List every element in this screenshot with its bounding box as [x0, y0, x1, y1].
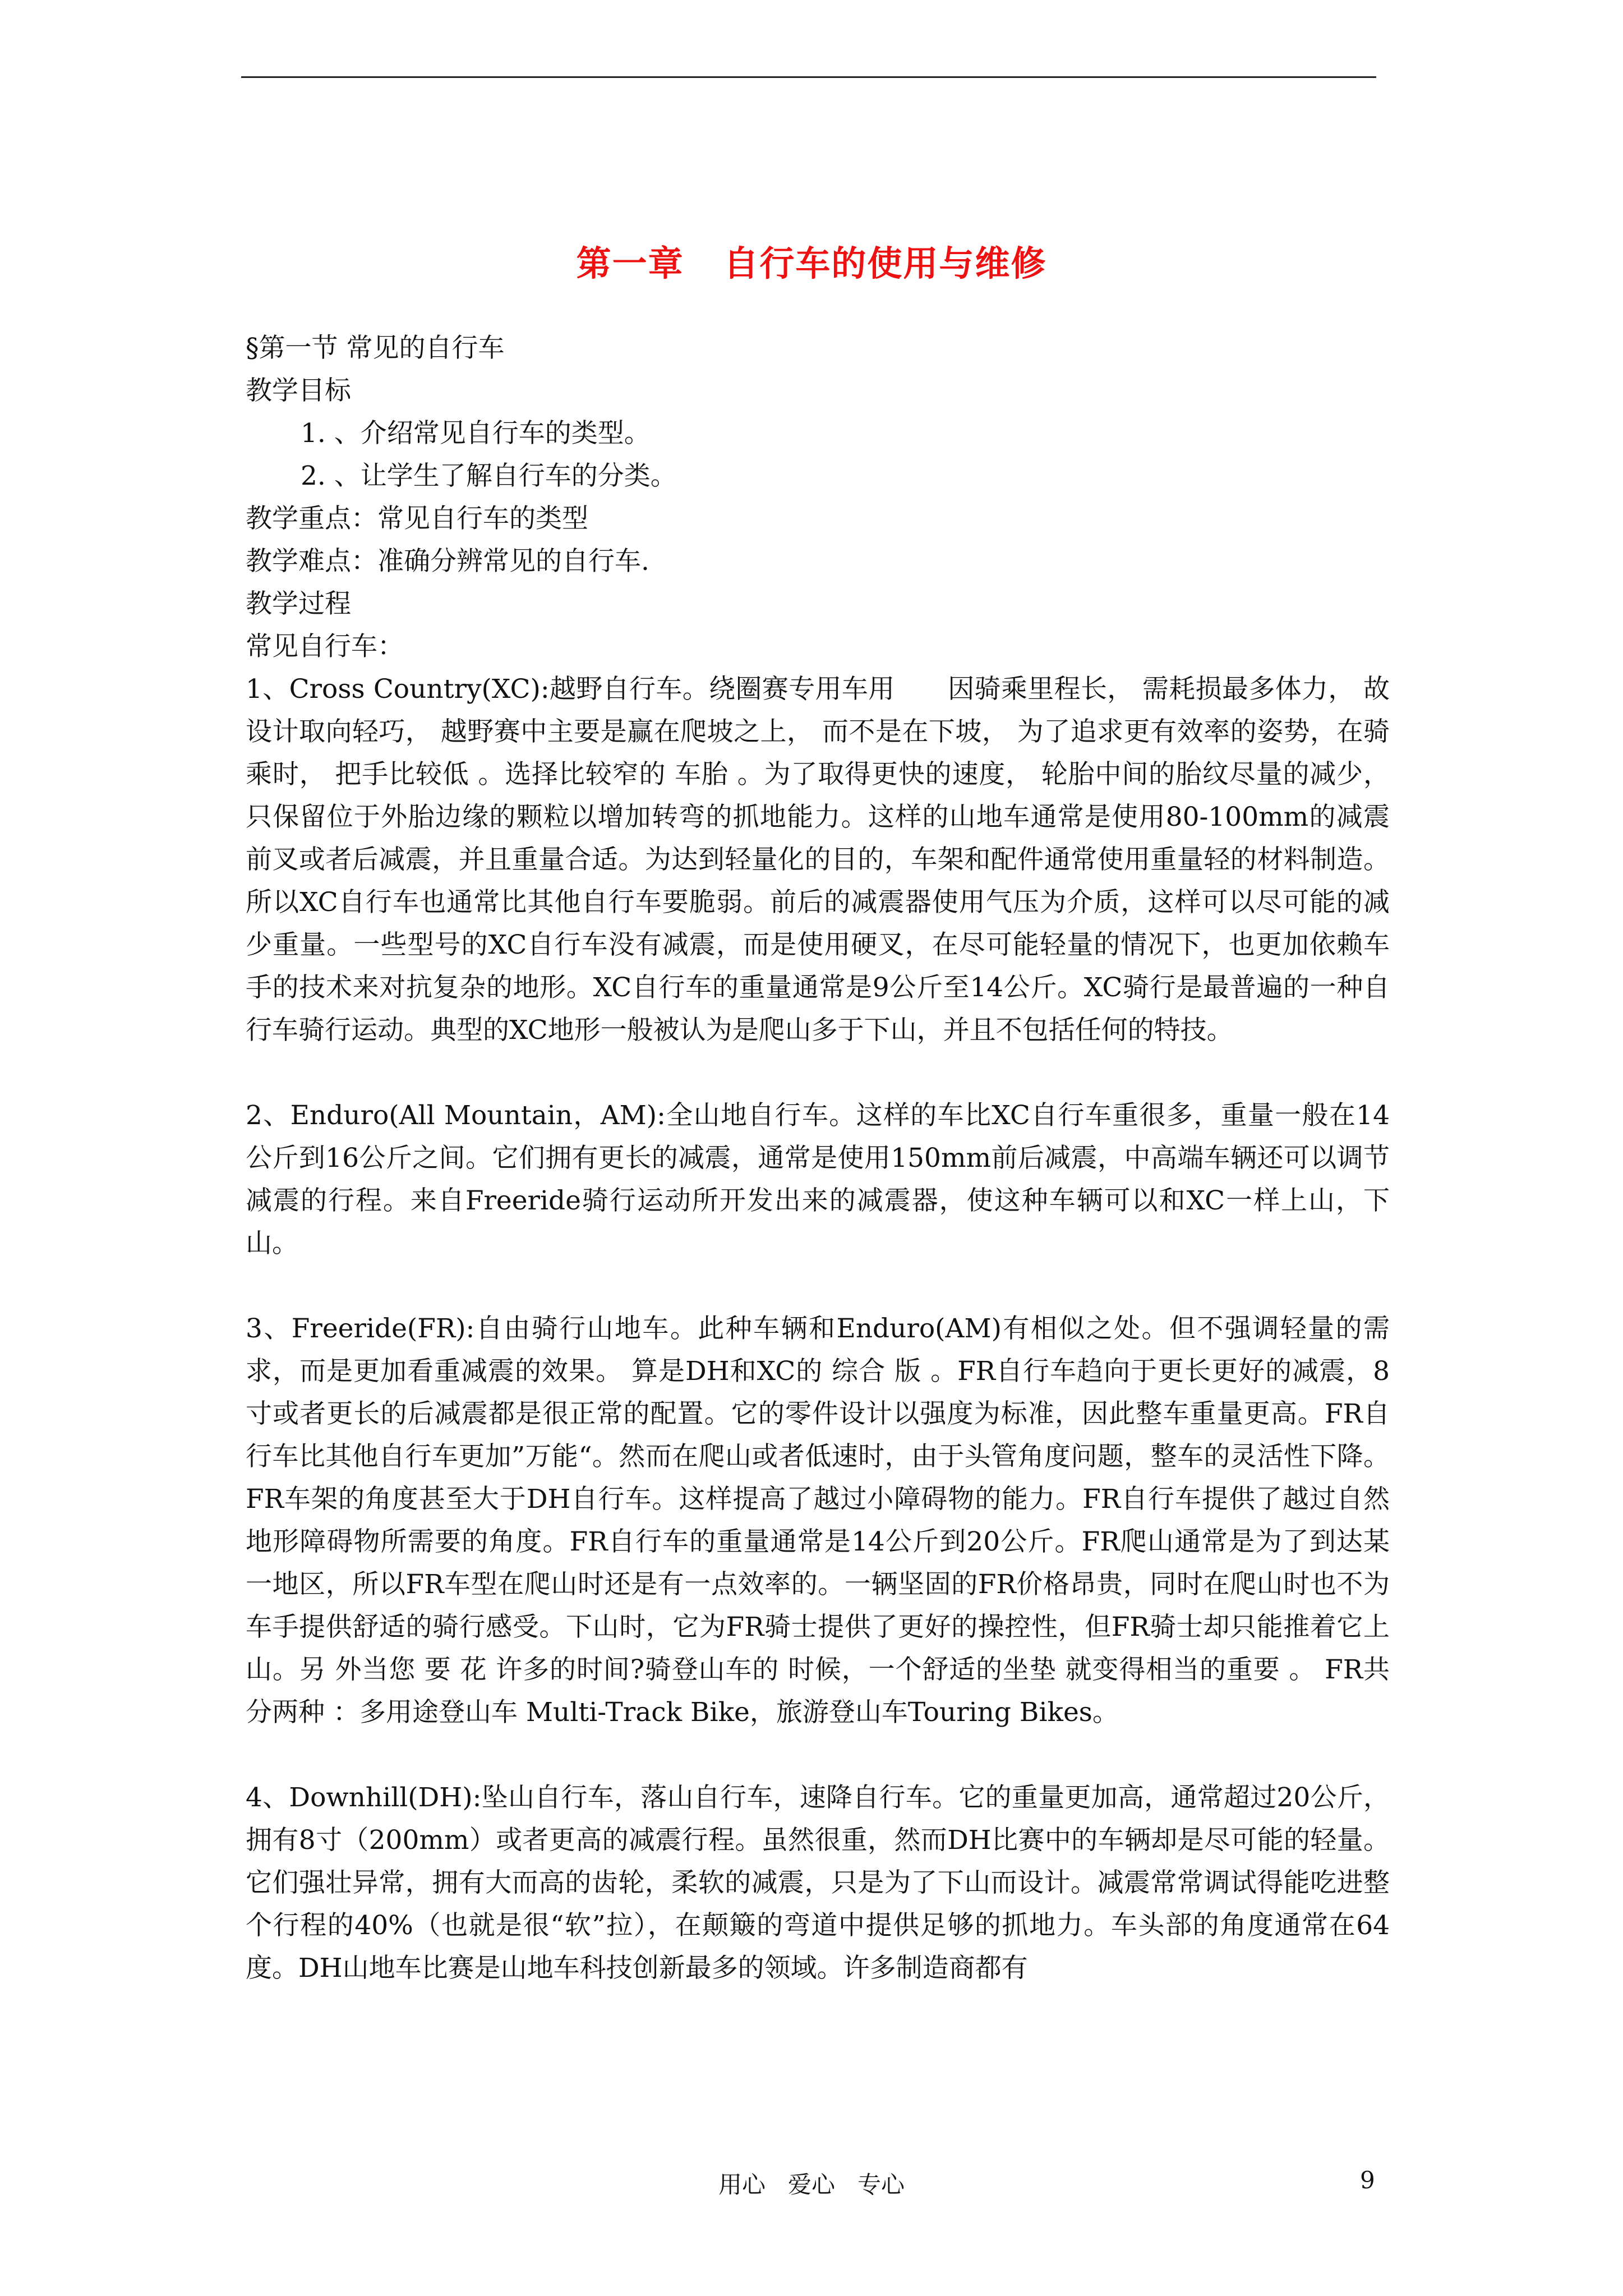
paragraph-cross-country: 1、Cross Country(XC):越野自行车。绕圈赛专用车用 因骑乘里程长， 需耗损最多体力， 故 设计取向轻巧， 越野赛中主要是赢在爬坡之上， 而不是在下坡， 为了追求更有效率的姿势，在骑乘时， 把手比较低 。选择比较窄的 车胎 。为了取得更快的速度， 轮胎中间的胎纹尽量的减少，只保留位于外胎边缘的颗粒以增加转弯的抓地能力。这样的山地车通常是使用80-100mm的减震前叉或者后减震，并且重量合适。为达到轻量化的目的，车架和配件通常使用重量轻的材料制造。所以XC自行车也通常比其他自行车要脆弱。前后的减震器使用气压为介质，这样可以尽可能的减少重量。一些型号的XC自行车没有减震，而是使用硬叉，在尽可能轻量的情况下，也更加依赖车手的技术来对抗复杂的地形。XC自行车的重量通常是9公斤至14公斤。XC骑行是最普遍的一种自行车骑行运动。典型的XC地形一般被认为是爬山多于下山，并且不包括任何的特技。: [246, 674, 1390, 1046]
objective-item: 1. 、介绍常见自行车的类型。: [301, 418, 651, 449]
document-body: [246, 327, 1390, 1990]
footer-motto: 用心 爱心 专心: [718, 2171, 905, 2198]
section-title: §第一节 常见的自行车: [246, 333, 505, 364]
paragraph-enduro: 2、Enduro(All Mountain，AM):全山地自行车。这样的车比XC自行车重很多，重量一般在14公斤到16公斤之间。它们拥有更长的减震，通常是使用150mm前后减震，中高端车辆还可以调节减震的行程。来自Freeride骑行运动所开发出来的减震器，使这种车辆可以和XC一样上山，下山。: [246, 1100, 1390, 1259]
objective-item: 2. 、让学生了解自行车的分类。: [301, 461, 677, 491]
header-rule: [241, 76, 1376, 78]
process-heading: 教学过程: [246, 588, 351, 619]
difficulty: 教学难点：准确分辨常见的自行车.: [246, 546, 649, 577]
objectives-heading: 教学目标: [246, 375, 351, 406]
page-number: 9: [1360, 2166, 1375, 2194]
key-point: 教学重点：常见自行车的类型: [246, 503, 588, 534]
paragraph-downhill: 4、Downhill(DH):坠山自行车，落山自行车，速降自行车。它的重量更加高，通常超过20公斤，拥有8寸（200mm）或者更高的减震行程。虽然很重，然而DH比赛中的车辆却是尽可能的轻量。它们强壮异常，拥有大而高的齿轮，柔软的减震，只是为了下山而设计。减震常常调试得能吃进整个行程的40%（也就是很“软”拉），在颠簸的弯道中提供足够的抓地力。车头部的角度通常在64度。DH山地车比赛是山地车科技创新最多的领域。许多制造商都有: [246, 1782, 1390, 1984]
chapter-title: 第一章 自行车的使用与维修: [576, 243, 1047, 284]
paragraph-freeride: 3、Freeride(FR):自由骑行山地车。此种车辆和Enduro(AM)有相似之处。但不强调轻量的需求，而是更加看重减震的效果。 算是DH和XC的 综合 版 。FR自行车趋向于更长更好的减震，8寸或者更长的后减震都是很正常的配置。它的零件设计以强度为标准，因此整车重量更高。FR自行车比其他自行车更加”万能“。然而在爬山或者低速时，由于头管角度问题，整车的灵活性下降。FR车架的角度甚至大于DH自行车。这样提高了越过小障碍物的能力。FR自行车提供了越过自然地形障碍物所需要的角度。FR自行车的重量通常是14公斤到20公斤。FR爬山通常是为了到达某一地区，所以FR车型在爬山时还是有一点效率的。一辆坚固的FR价格昂贵，同时在爬山时也不为车手提供舒适的骑行感受。下山时，它为FR骑士提供了更好的操控性，但FR骑士却只能推着它上山。另 外当您 要 花 许多的时间?骑登山车的 时候，一个舒适的坐垫 就变得相当的重要 。 FR共分两种 ：多用途登山车 Multi-Track Bike，旅游登山车Touring Bikes。: [246, 1313, 1390, 1728]
common-bikes-heading: 常见自行车：: [246, 631, 404, 662]
